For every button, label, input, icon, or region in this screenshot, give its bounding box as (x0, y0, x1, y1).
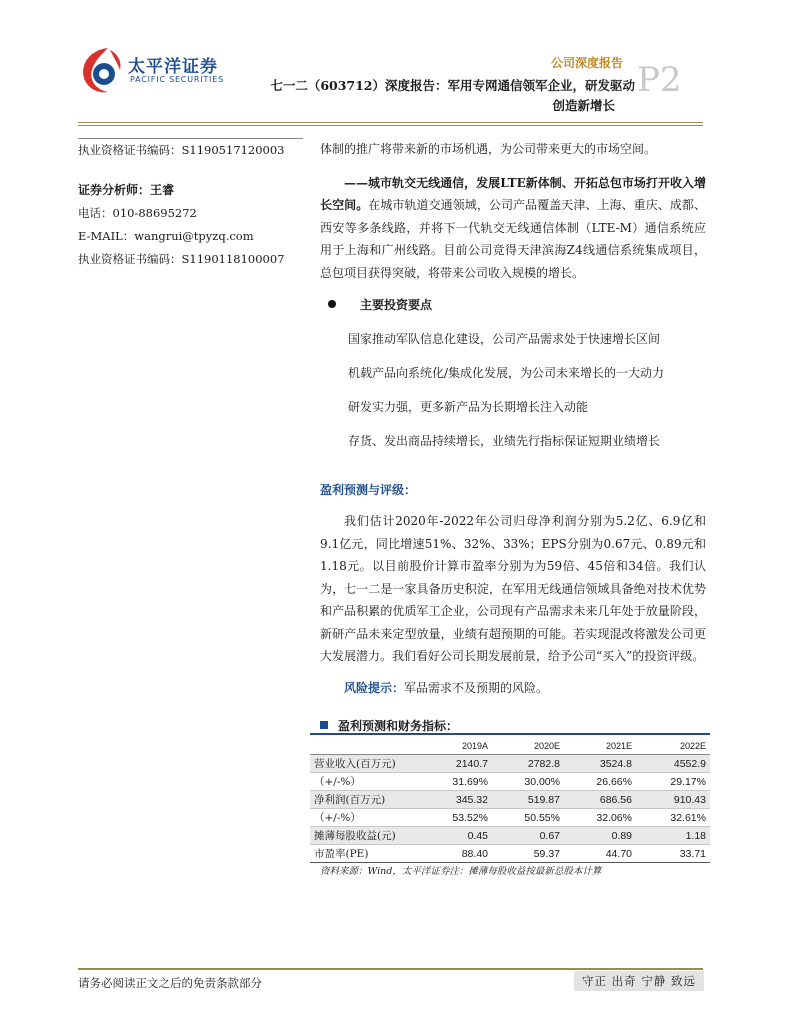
page-number: P2 (637, 60, 682, 100)
table-row (310, 827, 710, 845)
table-cell: 2782.8 (492, 755, 564, 773)
table-cell: 30.00% (492, 773, 564, 791)
analyst-email[interactable]: E-MAIL：wangrui@tpyzq.com (78, 229, 254, 243)
table-cell: 1.18 (636, 827, 710, 845)
cert-number-top: 执业资格证书编码：S1190517120003 (78, 138, 303, 162)
risk-paragraph (320, 677, 706, 700)
report-title-line1: 七一二（603712）深度报告：军用专网通信领军企业，研发驱动 (270, 78, 635, 93)
analyst-phone: 电话：010-88695272 (78, 206, 197, 220)
table-header-cell: 2022E (636, 737, 710, 755)
table-cell: 33.71 (636, 845, 710, 863)
row-label: （+/-%） (310, 809, 420, 827)
row-label: 净利润(百万元) (310, 791, 420, 809)
company-logo (78, 42, 238, 98)
forecast-title: 盈利预测与评级： (320, 483, 417, 497)
table-header-cell: 2019A (420, 737, 492, 755)
report-title-line2: 创造新增长 (552, 98, 615, 113)
table-cell: 50.55% (492, 809, 564, 827)
forecast-paragraph: 我们估计2020年-2022年公司归母净利润分别为5.2亿、6.9亿和9.1亿元，同比增速51%、32%、33%；EPS分别为0.67元、0.89元和1.18元。以目前股价计算市盈率分别为为59倍、45倍和34倍。我们认为，七一二是一家具备历史积淀，在军用无线通信领域具备绝对技术优势和产品积累的优质军工企业，公司现有产品需求未来几年处于放量阶段，新研产品未来定型放量，业绩有超预期的可能。若实现混改将激发公司更大发展潜力。我们看好公司长期发展前景，给予公司“买入”的投资评级。 (320, 514, 706, 663)
analyst-sidebar (78, 138, 303, 271)
footer-disclaimer: 请务必阅读正文之后的免责条款部分 (78, 976, 262, 990)
table-header-cell: 2020E (492, 737, 564, 755)
table-cell: 0.67 (492, 827, 564, 845)
para-rail-body: 在城市轨道交通领域，公司产品覆盖天津、上海、重庆、成都、西安等多条线路，并将下一代轨交无线通信体制（LTE-M）通信系统应用于上海和广州线路。目前公司竞得天津滨海Z4线通信系统集成项目，总包项目获得突破，将带来公司收入规模的增长。 (320, 198, 706, 280)
table-cell: 0.45 (420, 827, 492, 845)
table-cell: 53.52% (420, 809, 492, 827)
table-cell: 31.69% (420, 773, 492, 791)
key-points-title: 主要投资要点 (360, 298, 433, 312)
key-point: 机载产品向系统化/集成化发展，为公司未来增长的一大动力 (348, 366, 665, 380)
header-rule-secondary (78, 125, 703, 126)
logo-text-cn: 太平洋证券 (128, 57, 218, 77)
risk-label: 风险提示： (344, 680, 405, 695)
table-row (310, 845, 710, 863)
table-cell: 4552.9 (636, 755, 710, 773)
key-point: 存货、发出商品持续增长，业绩先行指标保证短期业绩增长 (348, 434, 661, 448)
table-row (310, 755, 710, 773)
table-title-square-icon (320, 721, 328, 729)
main-content (320, 138, 706, 699)
header-rule (78, 122, 703, 123)
report-type: 公司深度报告 (550, 56, 623, 70)
table-cell: 32.61% (636, 809, 710, 827)
key-point: 国家推动军队信息化建设，公司产品需求处于快速增长区间 (348, 332, 661, 346)
table-cell: 59.37 (492, 845, 564, 863)
table-cell: 26.66% (564, 773, 636, 791)
table-row (310, 809, 710, 827)
key-point: 研发实力强，更多新产品为长期增长注入动能 (348, 400, 589, 414)
row-label: 摊薄每股收益(元) (310, 827, 420, 845)
table-cell: 29.17% (636, 773, 710, 791)
table-cell: 88.40 (420, 845, 492, 863)
risk-text: 军品需求不及预期的风险。 (404, 680, 549, 695)
table-cell: 686.56 (564, 791, 636, 809)
table-row (310, 791, 710, 809)
row-label: 营业收入(百万元) (310, 755, 420, 773)
financial-forecast-table (310, 737, 710, 863)
row-label: （+/-%） (310, 773, 420, 791)
table-title: 盈利预测和财务指标： (338, 719, 459, 733)
table-source-note: 资料来源：Wind，太平洋证券注：摊薄每股收益按最新总股本计算 (320, 866, 602, 877)
row-label: 市盈率(PE) (310, 845, 420, 863)
table-cell: 3524.8 (564, 755, 636, 773)
cert-number-bottom: 执业资格证书编码：S1190118100007 (78, 252, 285, 266)
table-cell: 2140.7 (420, 755, 492, 773)
bullet-dot-icon (328, 300, 336, 308)
logo-mark-icon (78, 42, 124, 98)
table-cell: 345.32 (420, 791, 492, 809)
para-market-space: 体制的推广将带来新的市场机遇，为公司带来更大的市场空间。 (320, 142, 657, 156)
table-top-rule (310, 733, 710, 735)
table-header-row (310, 737, 710, 755)
table-cell: 44.70 (564, 845, 636, 863)
table-header-cell: 2021E (564, 737, 636, 755)
analyst-name: 证券分析师：王睿 (78, 183, 175, 197)
para-rail-transit (320, 172, 706, 285)
table-row (310, 773, 710, 791)
footer-motto: 守正 出奇 宁静 致远 (574, 971, 704, 991)
table-cell: 519.87 (492, 791, 564, 809)
table-header-cell (310, 737, 420, 755)
footer-rule (78, 968, 703, 970)
table-cell: 910.43 (636, 791, 710, 809)
table-cell: 32.06% (564, 809, 636, 827)
table-cell: 0.89 (564, 827, 636, 845)
key-points-heading (320, 294, 706, 316)
para-rail-heading: ——城市轨交无线通信，发展LTE新体制、开拓总包市场打开收入增长空间。 (320, 175, 706, 212)
logo-text-en: PACIFIC SECURITIES (130, 75, 224, 84)
